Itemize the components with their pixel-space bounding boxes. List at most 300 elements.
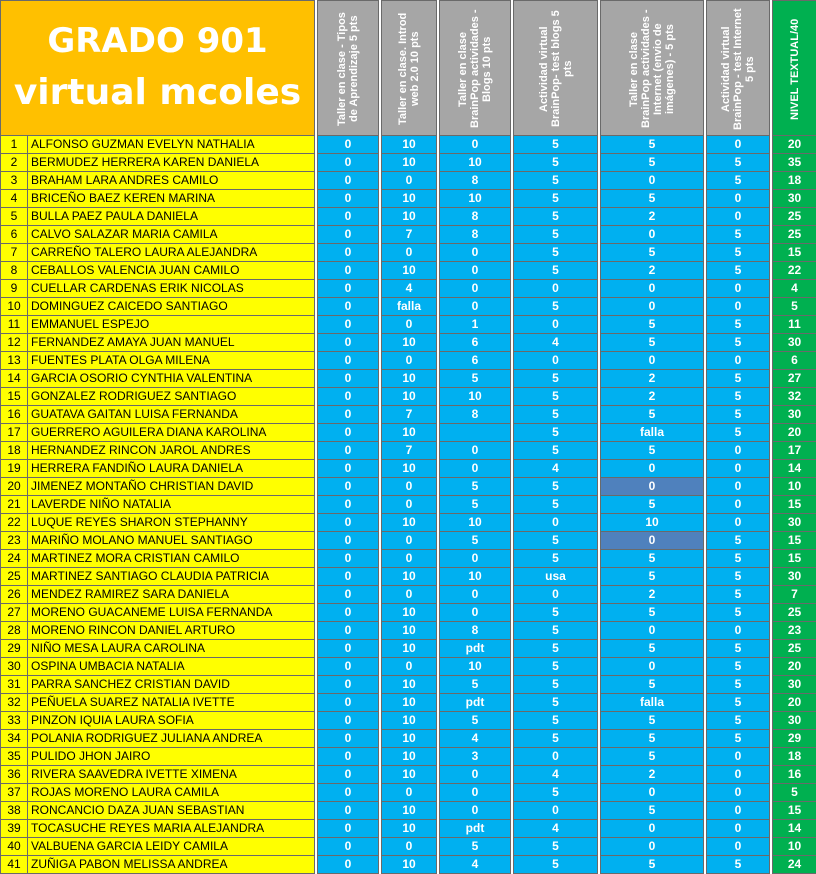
student-name-cell[interactable]: GUATAVA GAITAN LUISA FERNANDA xyxy=(28,406,315,424)
score-cell[interactable]: 10 xyxy=(382,730,437,748)
score-cell[interactable]: 0 xyxy=(318,496,379,514)
row-number-cell[interactable]: 2 xyxy=(1,154,28,172)
row-number-cell[interactable]: 19 xyxy=(1,460,28,478)
score-cell[interactable]: 0 xyxy=(382,244,437,262)
student-name-cell[interactable]: NIÑO MESA LAURA CAROLINA xyxy=(28,640,315,658)
student-name-cell[interactable]: MARTINEZ SANTIAGO CLAUDIA PATRICIA xyxy=(28,568,315,586)
score-cell[interactable]: 3 xyxy=(440,748,511,766)
score-cell[interactable]: 10 xyxy=(382,622,437,640)
score-cell[interactable]: 0 xyxy=(318,766,379,784)
row-number-cell[interactable]: 29 xyxy=(1,640,28,658)
score-cell[interactable]: 0 xyxy=(382,478,437,496)
score-cell[interactable]: 0 xyxy=(514,802,598,820)
column-header-6[interactable]: Actividad virtual BrainPop - test Internet 5 pts xyxy=(707,1,770,136)
student-name-cell[interactable]: HERRERA FANDIÑO LAURA DANIELA xyxy=(28,460,315,478)
total-cell[interactable]: 5 xyxy=(773,298,816,316)
score-cell[interactable]: 0 xyxy=(318,352,379,370)
score-cell[interactable]: 0 xyxy=(440,604,511,622)
score-cell[interactable]: 0 xyxy=(707,496,770,514)
student-name-cell[interactable]: MORENO GUACANEME LUISA FERNANDA xyxy=(28,604,315,622)
score-cell[interactable]: 0 xyxy=(514,586,598,604)
row-number-cell[interactable]: 24 xyxy=(1,550,28,568)
score-cell[interactable]: 5 xyxy=(601,748,704,766)
score-cell[interactable]: 0 xyxy=(440,766,511,784)
score-cell[interactable]: 10 xyxy=(440,514,511,532)
score-cell[interactable]: 10 xyxy=(382,136,437,154)
score-cell[interactable]: 10 xyxy=(382,766,437,784)
score-cell[interactable]: 0 xyxy=(707,442,770,460)
score-cell[interactable]: 5 xyxy=(514,244,598,262)
row-number-cell[interactable]: 6 xyxy=(1,226,28,244)
score-cell[interactable]: 5 xyxy=(707,424,770,442)
score-cell[interactable]: 5 xyxy=(601,640,704,658)
score-cell[interactable]: 5 xyxy=(601,802,704,820)
score-cell[interactable]: 5 xyxy=(707,406,770,424)
score-cell[interactable]: 0 xyxy=(318,550,379,568)
score-cell[interactable]: 0 xyxy=(318,298,379,316)
row-number-cell[interactable]: 30 xyxy=(1,658,28,676)
score-cell[interactable]: 0 xyxy=(707,352,770,370)
score-cell[interactable]: 0 xyxy=(318,172,379,190)
score-cell[interactable]: 0 xyxy=(318,802,379,820)
score-cell[interactable] xyxy=(440,424,511,442)
score-cell[interactable]: 0 xyxy=(707,748,770,766)
score-cell[interactable]: 0 xyxy=(514,352,598,370)
score-cell[interactable]: 5 xyxy=(707,676,770,694)
score-cell[interactable]: 0 xyxy=(601,838,704,856)
score-cell[interactable]: 10 xyxy=(382,388,437,406)
score-cell[interactable]: 5 xyxy=(707,154,770,172)
score-cell[interactable]: 5 xyxy=(601,334,704,352)
score-cell[interactable]: 5 xyxy=(440,496,511,514)
score-cell[interactable]: 5 xyxy=(514,658,598,676)
score-cell[interactable]: 0 xyxy=(707,820,770,838)
score-cell[interactable]: 0 xyxy=(318,856,379,874)
student-name-cell[interactable]: GONZALEZ RODRIGUEZ SANTIAGO xyxy=(28,388,315,406)
row-number-cell[interactable]: 34 xyxy=(1,730,28,748)
score-cell[interactable]: 0 xyxy=(440,460,511,478)
score-cell[interactable]: 7 xyxy=(382,406,437,424)
score-cell[interactable]: 5 xyxy=(440,838,511,856)
score-cell[interactable]: 2 xyxy=(601,208,704,226)
total-cell[interactable]: 6 xyxy=(773,352,816,370)
score-cell[interactable]: 0 xyxy=(318,190,379,208)
score-cell[interactable]: 5 xyxy=(601,442,704,460)
score-cell[interactable]: 0 xyxy=(601,172,704,190)
score-cell[interactable]: 0 xyxy=(318,838,379,856)
total-cell[interactable]: 30 xyxy=(773,568,816,586)
score-cell[interactable]: 10 xyxy=(382,208,437,226)
score-cell[interactable]: 5 xyxy=(601,712,704,730)
row-number-cell[interactable]: 40 xyxy=(1,838,28,856)
score-cell[interactable]: 0 xyxy=(440,550,511,568)
row-number-cell[interactable]: 41 xyxy=(1,856,28,874)
score-cell[interactable]: 0 xyxy=(382,352,437,370)
score-cell[interactable]: 0 xyxy=(318,712,379,730)
score-cell[interactable]: 0 xyxy=(318,460,379,478)
score-cell[interactable]: 5 xyxy=(514,784,598,802)
student-name-cell[interactable]: CARREÑO TALERO LAURA ALEJANDRA xyxy=(28,244,315,262)
total-cell[interactable]: 27 xyxy=(773,370,816,388)
score-cell[interactable]: 5 xyxy=(601,136,704,154)
total-cell[interactable]: 15 xyxy=(773,532,816,550)
score-cell[interactable]: 10 xyxy=(382,370,437,388)
score-cell[interactable]: pdt xyxy=(440,820,511,838)
score-cell[interactable]: 5 xyxy=(514,532,598,550)
score-cell[interactable]: 8 xyxy=(440,406,511,424)
row-number-cell[interactable]: 22 xyxy=(1,514,28,532)
student-name-cell[interactable]: GUERRERO AGUILERA DIANA KAROLINA xyxy=(28,424,315,442)
column-header-2[interactable]: Taller en clase. Introd web 2.0 10 pts xyxy=(382,1,437,136)
score-cell[interactable]: 5 xyxy=(601,856,704,874)
student-name-cell[interactable]: CUELLAR CARDENAS ERIK NICOLAS xyxy=(28,280,315,298)
row-number-cell[interactable]: 37 xyxy=(1,784,28,802)
total-cell[interactable]: 4 xyxy=(773,280,816,298)
score-cell[interactable]: 0 xyxy=(318,514,379,532)
score-cell[interactable]: 0 xyxy=(318,442,379,460)
score-cell[interactable]: 0 xyxy=(382,586,437,604)
score-cell[interactable]: 0 xyxy=(318,316,379,334)
score-cell[interactable]: 5 xyxy=(514,856,598,874)
row-number-cell[interactable]: 1 xyxy=(1,136,28,154)
score-cell[interactable]: 4 xyxy=(440,856,511,874)
score-cell[interactable]: 0 xyxy=(440,262,511,280)
total-cell[interactable]: 15 xyxy=(773,244,816,262)
score-cell[interactable]: 0 xyxy=(601,352,704,370)
row-number-cell[interactable]: 38 xyxy=(1,802,28,820)
total-cell[interactable]: 23 xyxy=(773,622,816,640)
score-cell[interactable]: 10 xyxy=(382,190,437,208)
row-number-cell[interactable]: 35 xyxy=(1,748,28,766)
score-cell[interactable]: 0 xyxy=(318,388,379,406)
score-cell[interactable]: 5 xyxy=(707,334,770,352)
score-cell[interactable]: pdt xyxy=(440,694,511,712)
row-number-cell[interactable]: 11 xyxy=(1,316,28,334)
score-cell[interactable]: 0 xyxy=(601,532,704,550)
score-cell[interactable]: 0 xyxy=(601,658,704,676)
student-name-cell[interactable]: MARIÑO MOLANO MANUEL SANTIAGO xyxy=(28,532,315,550)
score-cell[interactable]: 0 xyxy=(318,640,379,658)
student-name-cell[interactable]: CALVO SALAZAR MARIA CAMILA xyxy=(28,226,315,244)
student-name-cell[interactable]: MENDEZ RAMIREZ SARA DANIELA xyxy=(28,586,315,604)
row-number-cell[interactable]: 18 xyxy=(1,442,28,460)
score-cell[interactable]: 0 xyxy=(318,154,379,172)
score-cell[interactable]: 5 xyxy=(514,388,598,406)
student-name-cell[interactable]: LUQUE REYES SHARON STEPHANNY xyxy=(28,514,315,532)
score-cell[interactable]: 5 xyxy=(601,316,704,334)
row-number-cell[interactable]: 21 xyxy=(1,496,28,514)
row-number-cell[interactable]: 20 xyxy=(1,478,28,496)
score-cell[interactable]: 5 xyxy=(514,172,598,190)
score-cell[interactable]: 0 xyxy=(601,298,704,316)
score-cell[interactable]: 6 xyxy=(440,352,511,370)
row-number-cell[interactable]: 26 xyxy=(1,586,28,604)
score-cell[interactable]: 0 xyxy=(318,784,379,802)
score-cell[interactable]: 5 xyxy=(514,712,598,730)
score-cell[interactable]: 0 xyxy=(318,334,379,352)
score-cell[interactable]: 5 xyxy=(514,676,598,694)
score-cell[interactable]: falla xyxy=(601,694,704,712)
column-header-total[interactable]: NIVEL TEXTUAL/40 xyxy=(773,1,816,136)
score-cell[interactable]: 5 xyxy=(440,478,511,496)
score-cell[interactable]: 5 xyxy=(514,442,598,460)
score-cell[interactable]: 5 xyxy=(707,244,770,262)
column-header-3[interactable]: Taller en clase BrainPop actividades - Blogs 10 pts xyxy=(440,1,511,136)
score-cell[interactable]: 0 xyxy=(601,460,704,478)
student-name-cell[interactable]: GARCIA OSORIO CYNTHIA VALENTINA xyxy=(28,370,315,388)
score-cell[interactable]: 10 xyxy=(382,460,437,478)
score-cell[interactable]: 0 xyxy=(440,136,511,154)
column-header-4[interactable]: Actividad virtual BrainPop- test blogs 5 pts xyxy=(514,1,598,136)
student-name-cell[interactable]: HERNANDEZ RINCON JAROL ANDRES xyxy=(28,442,315,460)
score-cell[interactable]: 5 xyxy=(514,424,598,442)
score-cell[interactable]: 0 xyxy=(601,820,704,838)
score-cell[interactable]: 0 xyxy=(382,658,437,676)
total-cell[interactable]: 25 xyxy=(773,640,816,658)
row-number-cell[interactable]: 15 xyxy=(1,388,28,406)
score-cell[interactable]: 5 xyxy=(514,190,598,208)
score-cell[interactable]: 0 xyxy=(707,460,770,478)
score-cell[interactable]: 0 xyxy=(601,784,704,802)
score-cell[interactable]: 5 xyxy=(514,298,598,316)
score-cell[interactable]: 8 xyxy=(440,226,511,244)
score-cell[interactable]: 5 xyxy=(601,604,704,622)
total-cell[interactable]: 5 xyxy=(773,784,816,802)
student-name-cell[interactable]: BRAHAM LARA ANDRES CAMILO xyxy=(28,172,315,190)
score-cell[interactable]: 2 xyxy=(601,388,704,406)
score-cell[interactable]: 0 xyxy=(440,442,511,460)
score-cell[interactable]: 5 xyxy=(514,478,598,496)
score-cell[interactable]: 0 xyxy=(440,586,511,604)
total-cell[interactable]: 25 xyxy=(773,604,816,622)
score-cell[interactable]: 0 xyxy=(318,478,379,496)
score-cell[interactable]: 5 xyxy=(514,640,598,658)
score-cell[interactable]: 0 xyxy=(514,514,598,532)
score-cell[interactable]: 4 xyxy=(440,730,511,748)
total-cell[interactable]: 15 xyxy=(773,496,816,514)
row-number-cell[interactable]: 4 xyxy=(1,190,28,208)
score-cell[interactable]: 10 xyxy=(440,154,511,172)
student-name-cell[interactable]: OSPINA UMBACIA NATALIA xyxy=(28,658,315,676)
row-number-cell[interactable]: 14 xyxy=(1,370,28,388)
total-cell[interactable]: 30 xyxy=(773,712,816,730)
score-cell[interactable]: 5 xyxy=(707,604,770,622)
score-cell[interactable]: 8 xyxy=(440,172,511,190)
total-cell[interactable]: 10 xyxy=(773,478,816,496)
score-cell[interactable]: 0 xyxy=(318,262,379,280)
score-cell[interactable]: 5 xyxy=(707,856,770,874)
score-cell[interactable]: 10 xyxy=(382,424,437,442)
score-cell[interactable]: 0 xyxy=(514,316,598,334)
score-cell[interactable]: 10 xyxy=(382,568,437,586)
score-cell[interactable]: 10 xyxy=(601,514,704,532)
score-cell[interactable]: 5 xyxy=(514,262,598,280)
total-cell[interactable]: 24 xyxy=(773,856,816,874)
score-cell[interactable]: 2 xyxy=(601,262,704,280)
total-cell[interactable]: 22 xyxy=(773,262,816,280)
student-name-cell[interactable]: MARTINEZ MORA CRISTIAN CAMILO xyxy=(28,550,315,568)
score-cell[interactable]: 2 xyxy=(601,370,704,388)
score-cell[interactable]: 0 xyxy=(440,784,511,802)
score-cell[interactable]: 0 xyxy=(707,280,770,298)
score-cell[interactable]: 0 xyxy=(318,676,379,694)
score-cell[interactable]: 4 xyxy=(382,280,437,298)
score-cell[interactable]: 0 xyxy=(514,280,598,298)
score-cell[interactable]: 0 xyxy=(440,802,511,820)
score-cell[interactable]: 0 xyxy=(707,784,770,802)
score-cell[interactable]: 5 xyxy=(707,262,770,280)
score-cell[interactable]: 5 xyxy=(707,694,770,712)
total-cell[interactable]: 30 xyxy=(773,676,816,694)
score-cell[interactable]: 0 xyxy=(707,802,770,820)
score-cell[interactable]: 5 xyxy=(707,388,770,406)
score-cell[interactable]: 5 xyxy=(514,370,598,388)
score-cell[interactable]: 10 xyxy=(382,802,437,820)
score-cell[interactable]: 5 xyxy=(440,676,511,694)
score-cell[interactable]: 5 xyxy=(707,172,770,190)
score-cell[interactable]: 10 xyxy=(382,604,437,622)
score-cell[interactable]: 5 xyxy=(601,406,704,424)
score-cell[interactable]: 0 xyxy=(707,208,770,226)
student-name-cell[interactable]: FUENTES PLATA OLGA MILENA xyxy=(28,352,315,370)
score-cell[interactable]: 0 xyxy=(318,622,379,640)
score-cell[interactable]: 5 xyxy=(601,244,704,262)
score-cell[interactable]: 5 xyxy=(707,316,770,334)
score-cell[interactable]: 5 xyxy=(440,712,511,730)
total-cell[interactable]: 32 xyxy=(773,388,816,406)
student-name-cell[interactable]: ALFONSO GUZMAN EVELYN NATHALIA xyxy=(28,136,315,154)
score-cell[interactable]: 1 xyxy=(440,316,511,334)
score-cell[interactable]: 5 xyxy=(514,730,598,748)
score-cell[interactable]: 5 xyxy=(514,694,598,712)
score-cell[interactable]: 5 xyxy=(514,226,598,244)
row-number-cell[interactable]: 7 xyxy=(1,244,28,262)
student-name-cell[interactable]: EMMANUEL ESPEJO xyxy=(28,316,315,334)
score-cell[interactable]: pdt xyxy=(440,640,511,658)
row-number-cell[interactable]: 25 xyxy=(1,568,28,586)
row-number-cell[interactable]: 8 xyxy=(1,262,28,280)
score-cell[interactable]: 0 xyxy=(318,370,379,388)
total-cell[interactable]: 30 xyxy=(773,406,816,424)
student-name-cell[interactable]: LAVERDE NIÑO NATALIA xyxy=(28,496,315,514)
score-cell[interactable]: 0 xyxy=(382,316,437,334)
score-cell[interactable]: 5 xyxy=(514,838,598,856)
score-cell[interactable]: 0 xyxy=(318,208,379,226)
total-cell[interactable]: 25 xyxy=(773,226,816,244)
student-name-cell[interactable]: BERMUDEZ HERRERA KAREN DANIELA xyxy=(28,154,315,172)
score-cell[interactable]: 0 xyxy=(318,568,379,586)
score-cell[interactable]: 0 xyxy=(382,784,437,802)
score-cell[interactable]: 4 xyxy=(514,334,598,352)
score-cell[interactable]: 10 xyxy=(382,694,437,712)
total-cell[interactable]: 29 xyxy=(773,730,816,748)
row-number-cell[interactable]: 10 xyxy=(1,298,28,316)
score-cell[interactable]: 0 xyxy=(318,748,379,766)
score-cell[interactable]: 0 xyxy=(318,730,379,748)
score-cell[interactable]: 5 xyxy=(514,136,598,154)
total-cell[interactable]: 30 xyxy=(773,514,816,532)
score-cell[interactable]: 5 xyxy=(707,226,770,244)
score-cell[interactable]: 10 xyxy=(382,712,437,730)
total-cell[interactable]: 20 xyxy=(773,136,816,154)
student-name-cell[interactable]: CEBALLOS VALENCIA JUAN CAMILO xyxy=(28,262,315,280)
score-cell[interactable]: 5 xyxy=(601,496,704,514)
score-cell[interactable]: 0 xyxy=(707,622,770,640)
total-cell[interactable]: 14 xyxy=(773,460,816,478)
row-number-cell[interactable]: 16 xyxy=(1,406,28,424)
score-cell[interactable]: 5 xyxy=(601,730,704,748)
score-cell[interactable]: 0 xyxy=(318,532,379,550)
student-name-cell[interactable]: POLANIA RODRIGUEZ JULIANA ANDREA xyxy=(28,730,315,748)
score-cell[interactable]: 0 xyxy=(601,622,704,640)
total-cell[interactable]: 11 xyxy=(773,316,816,334)
student-name-cell[interactable]: MORENO RINCON DANIEL ARTURO xyxy=(28,622,315,640)
score-cell[interactable]: 10 xyxy=(382,514,437,532)
score-cell[interactable]: 5 xyxy=(514,550,598,568)
score-cell[interactable]: 0 xyxy=(382,838,437,856)
student-name-cell[interactable]: TOCASUCHE REYES MARIA ALEJANDRA xyxy=(28,820,315,838)
score-cell[interactable]: 10 xyxy=(382,856,437,874)
row-number-cell[interactable]: 39 xyxy=(1,820,28,838)
score-cell[interactable]: 0 xyxy=(382,496,437,514)
score-cell[interactable]: 5 xyxy=(707,640,770,658)
student-name-cell[interactable]: FERNANDEZ AMAYA JUAN MANUEL xyxy=(28,334,315,352)
score-cell[interactable]: 0 xyxy=(601,280,704,298)
score-cell[interactable]: 0 xyxy=(440,298,511,316)
row-number-cell[interactable]: 9 xyxy=(1,280,28,298)
score-cell[interactable]: 5 xyxy=(707,712,770,730)
score-cell[interactable]: 5 xyxy=(514,154,598,172)
score-cell[interactable]: 0 xyxy=(318,406,379,424)
column-header-5[interactable]: Taller en clase BrainPop actividades -Internet (envio de imágenes) - 5 pts xyxy=(601,1,704,136)
score-cell[interactable]: 10 xyxy=(440,190,511,208)
total-cell[interactable]: 35 xyxy=(773,154,816,172)
student-name-cell[interactable]: ROJAS MORENO LAURA CAMILA xyxy=(28,784,315,802)
score-cell[interactable]: 5 xyxy=(707,370,770,388)
score-cell[interactable]: 0 xyxy=(318,694,379,712)
score-cell[interactable]: 0 xyxy=(318,820,379,838)
total-cell[interactable]: 30 xyxy=(773,190,816,208)
row-number-cell[interactable]: 3 xyxy=(1,172,28,190)
score-cell[interactable]: 2 xyxy=(601,586,704,604)
total-cell[interactable]: 30 xyxy=(773,334,816,352)
score-cell[interactable]: 5 xyxy=(707,730,770,748)
student-name-cell[interactable]: DOMINGUEZ CAICEDO SANTIAGO xyxy=(28,298,315,316)
score-cell[interactable]: 4 xyxy=(514,460,598,478)
score-cell[interactable]: 10 xyxy=(382,154,437,172)
score-cell[interactable]: 10 xyxy=(440,388,511,406)
score-cell[interactable]: 10 xyxy=(382,820,437,838)
score-cell[interactable]: 0 xyxy=(382,550,437,568)
row-number-cell[interactable]: 36 xyxy=(1,766,28,784)
total-cell[interactable]: 15 xyxy=(773,802,816,820)
score-cell[interactable]: usa xyxy=(514,568,598,586)
score-cell[interactable]: 5 xyxy=(514,406,598,424)
student-name-cell[interactable]: VALBUENA GARCIA LEIDY CAMILA xyxy=(28,838,315,856)
score-cell[interactable]: 10 xyxy=(382,640,437,658)
score-cell[interactable]: 0 xyxy=(707,298,770,316)
score-cell[interactable]: 5 xyxy=(514,208,598,226)
row-number-cell[interactable]: 5 xyxy=(1,208,28,226)
score-cell[interactable]: 10 xyxy=(382,262,437,280)
score-cell[interactable]: 5 xyxy=(440,370,511,388)
total-cell[interactable]: 15 xyxy=(773,550,816,568)
score-cell[interactable]: 5 xyxy=(601,154,704,172)
score-cell[interactable]: 5 xyxy=(707,586,770,604)
column-header-1[interactable]: Taller en clase - Tipos de Aprendizaje 5 pts xyxy=(318,1,379,136)
score-cell[interactable]: 4 xyxy=(514,766,598,784)
score-cell[interactable]: 0 xyxy=(514,748,598,766)
